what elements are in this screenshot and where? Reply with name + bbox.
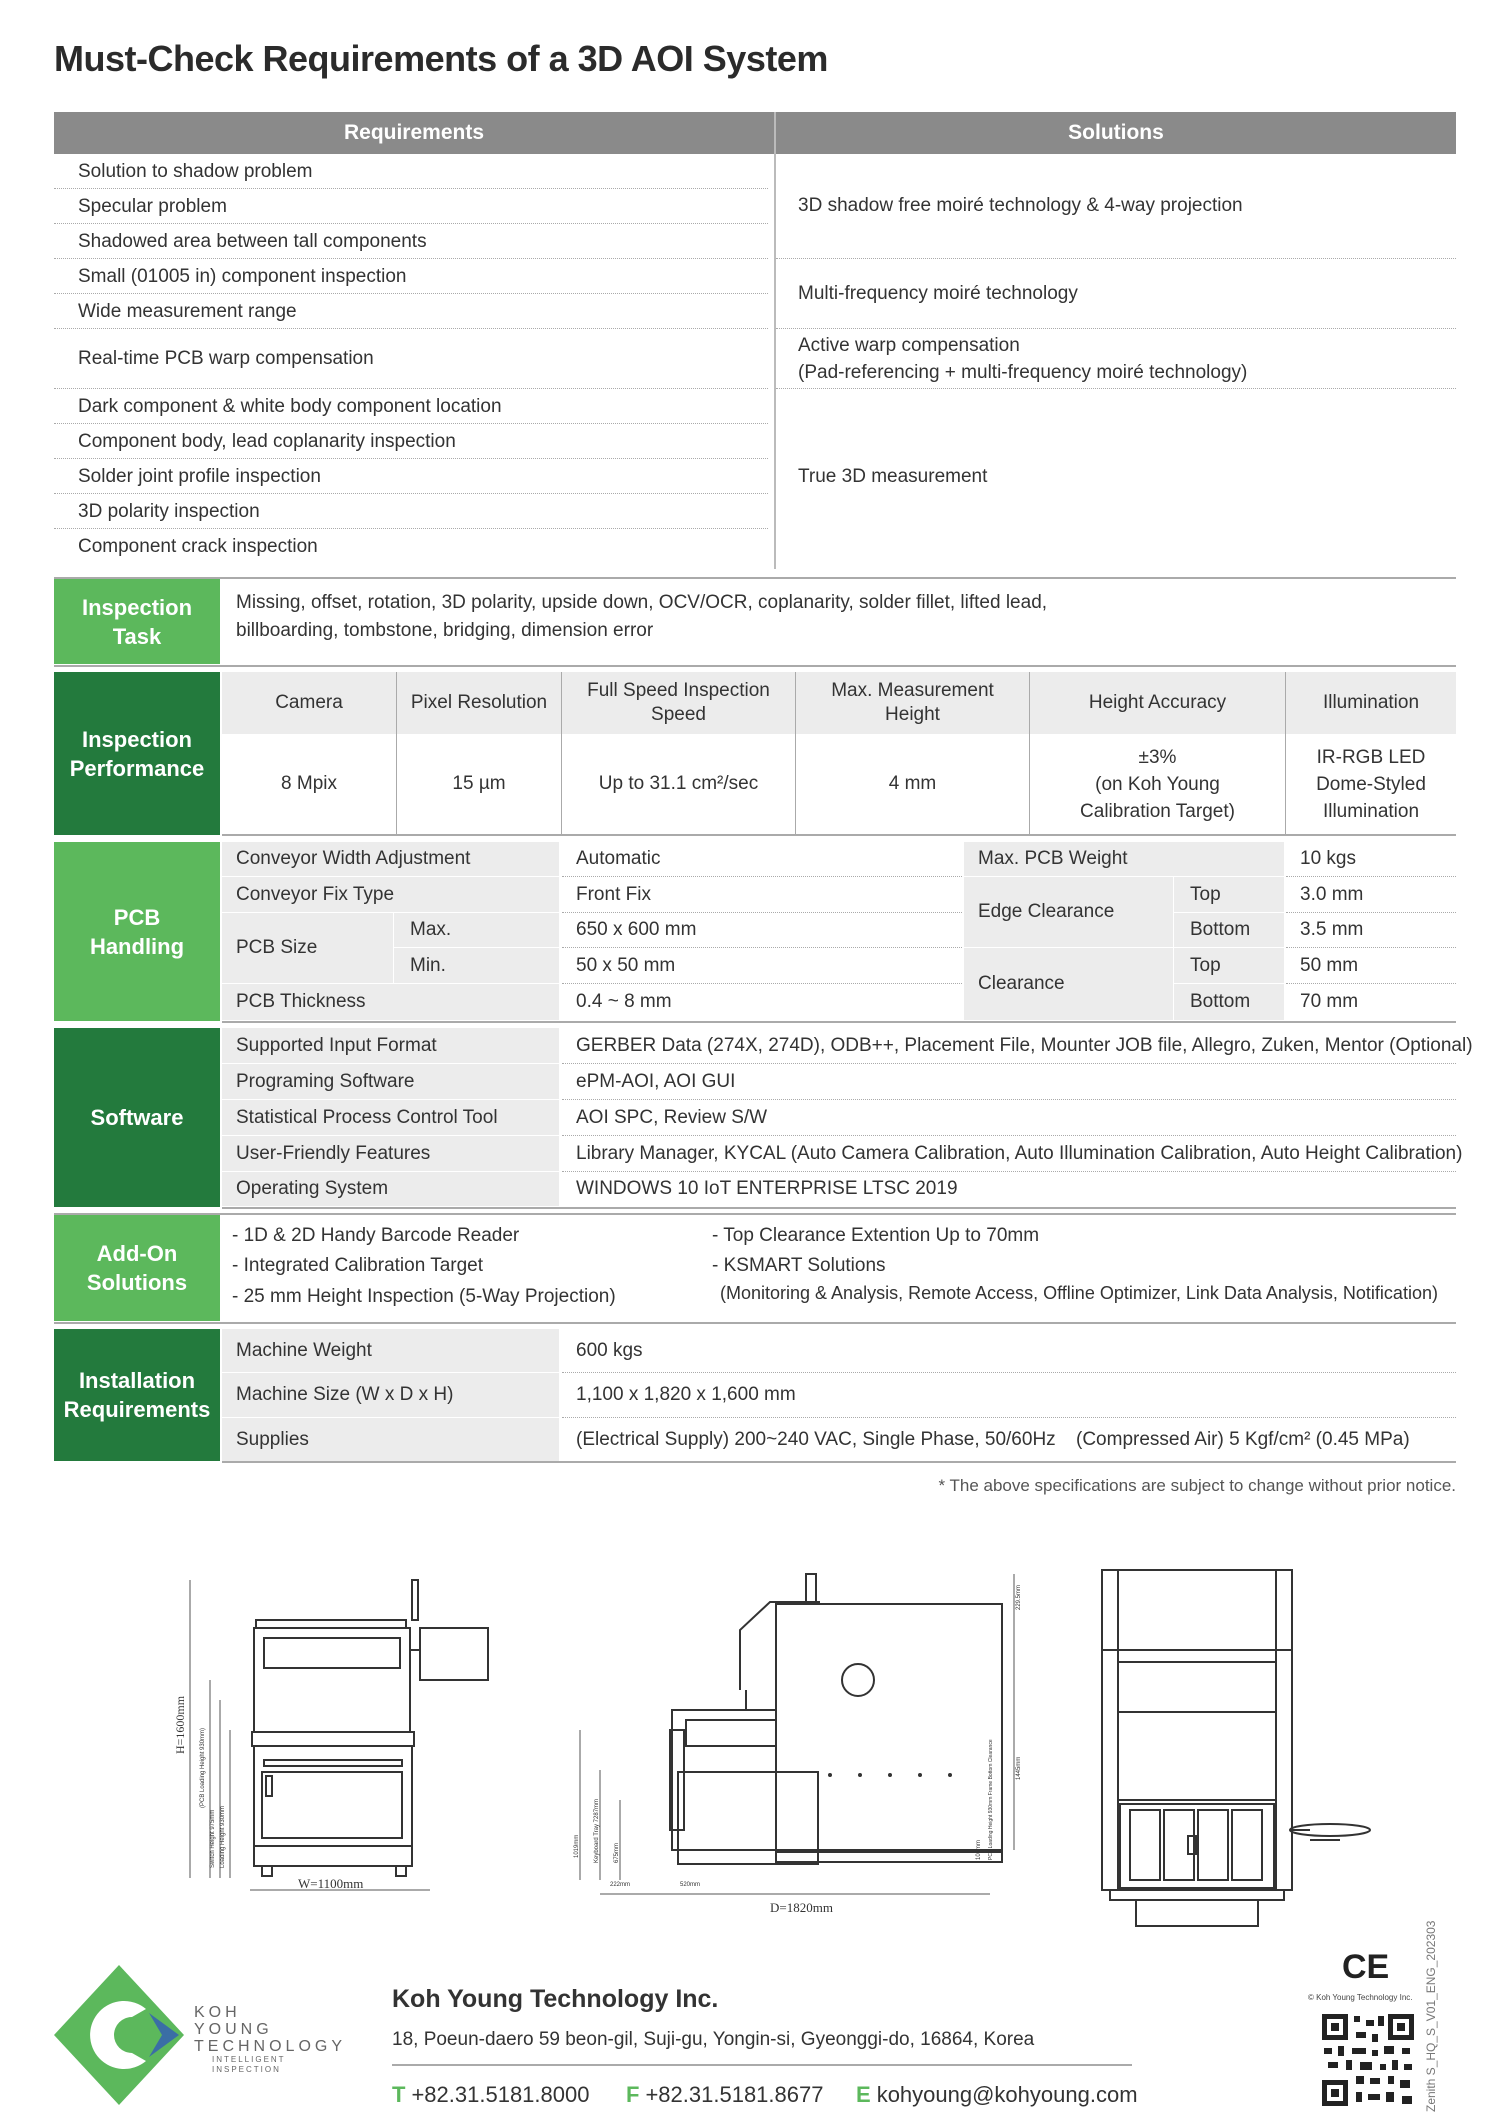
pcb-key: Conveyor Width Adjustment xyxy=(222,842,559,876)
section-label: Inspection Performance xyxy=(69,726,205,781)
solution-text: Multi-frequency moiré technology xyxy=(798,282,1078,304)
inspection-task-label xyxy=(54,579,220,664)
software-key: Programing Software xyxy=(222,1064,559,1099)
accuracy-line: (on Koh Young xyxy=(1095,773,1220,795)
req-row: Specular problem xyxy=(54,189,768,224)
pcb-subkey: Top xyxy=(1174,877,1284,912)
keyboard-label: Keyboard Tray 7287mm xyxy=(594,1798,600,1863)
perf-header: Max. Measurement Height xyxy=(796,672,1029,734)
section-label: PCB Handling xyxy=(89,904,185,959)
req-row: Dark component & white body component location xyxy=(54,389,768,424)
logo-word: KOH xyxy=(194,2004,241,2021)
email-value[interactable]: kohyoung@kohyoung.com xyxy=(876,2082,1138,2107)
req-row: 3D polarity inspection xyxy=(54,494,768,529)
dim-1019: 1019mm xyxy=(574,1834,580,1858)
perf-value: 4 mm xyxy=(888,773,937,794)
software-key: Statistical Process Control Tool xyxy=(222,1100,559,1135)
pcb-value: 3.5 mm xyxy=(1300,919,1364,940)
addon-item: - Top Clearance Extention Up to 70mm xyxy=(712,1225,1040,1246)
software-key: Supported Input Format xyxy=(222,1028,559,1063)
perf-value-accuracy xyxy=(1030,736,1285,832)
pcb-key: PCB Thickness xyxy=(222,984,559,1020)
qr-code[interactable] xyxy=(1322,2014,1414,2106)
pcb-subkey: Bottom xyxy=(1174,984,1284,1020)
install-value: 1,100 x 1,820 x 1,600 mm xyxy=(576,1384,796,1405)
height-dimension: H=1600mm xyxy=(173,1695,187,1754)
phone-key: T xyxy=(392,2082,406,2107)
accuracy-line: Calibration Target) xyxy=(1080,800,1235,822)
dim-520: 520mm xyxy=(680,1882,701,1888)
addon-item: - 25 mm Height Inspection (5-Way Projection) xyxy=(232,1286,616,1307)
side-view-drawing xyxy=(560,1560,1030,1920)
software-value: AOI SPC, Review S/W xyxy=(576,1106,768,1128)
req-row: Component body, lead coplanarity inspection xyxy=(54,424,768,459)
inspection-task-text: billboarding, tombstone, bridging, dimension error xyxy=(236,620,654,641)
perf-value: Up to 31.1 cm²/sec xyxy=(598,773,759,794)
install-value: (Electrical Supply) 200~240 VAC, Single Phase, 50/60Hz xyxy=(576,1428,1056,1450)
perf-value: 15 µm xyxy=(452,773,506,794)
install-key: Supplies xyxy=(222,1418,559,1461)
pcb-frame-label: PCB Loading Height 930mm Frame Bottom Clearance xyxy=(988,1739,994,1860)
pcb-key: Max. PCB Weight xyxy=(964,842,1284,876)
req-row: Wide measurement range xyxy=(54,294,768,329)
pcb-value: 10 kgs xyxy=(1300,848,1356,869)
section-label: Inspection Task xyxy=(82,594,193,649)
solution-text: 3D shadow free moiré technology & 4-way projection xyxy=(798,195,1243,216)
logo-word: TECHNOLOGY xyxy=(194,2038,347,2055)
install-key: Machine Weight xyxy=(222,1329,559,1372)
phone-value: +82.31.5181.8000 xyxy=(411,2082,590,2107)
perf-header: Illumination xyxy=(1286,672,1456,734)
pcb-loading-label: (PCB Loading Height 930mm) xyxy=(200,1727,206,1808)
depth-dimension: D=1820mm xyxy=(770,1900,833,1915)
dim-105: 105mm xyxy=(976,1839,982,1860)
installation-label xyxy=(54,1329,220,1461)
requirements-header: Requirements xyxy=(54,112,774,154)
illumination-line: Dome-Styled xyxy=(1316,773,1426,795)
copyright: © Koh Young Technology Inc. xyxy=(1308,1993,1413,2002)
perf-header: Camera xyxy=(222,672,396,734)
software-key: Operating System xyxy=(222,1172,559,1206)
pcb-value: 650 x 600 mm xyxy=(576,919,697,940)
dim-222: 222mm xyxy=(610,1882,631,1888)
contact-phone xyxy=(392,2082,589,2108)
ce-mark: CE xyxy=(1342,1948,1390,1986)
illumination-line: Illumination xyxy=(1322,800,1420,822)
req-row: Solution to shadow problem xyxy=(54,154,768,189)
addon-item: - Integrated Calibration Target xyxy=(232,1255,484,1276)
addon-item: - 1D & 2D Handy Barcode Reader xyxy=(232,1225,520,1246)
perf-header: Height Accuracy xyxy=(1030,672,1285,734)
performance-label xyxy=(54,672,220,835)
solution-cell xyxy=(776,389,1456,564)
company-address: 18, Poeun-daero 59 beon-gil, Suji-gu, Yongin-si, Gyeonggi-do, 16864, Korea xyxy=(392,2029,1035,2050)
section-label: Installation Requirements xyxy=(63,1368,211,1422)
software-value: WINDOWS 10 IoT ENTERPRISE LTSC 2019 xyxy=(576,1178,958,1199)
logo-word: YOUNG xyxy=(194,2021,273,2038)
pcb-value: Automatic xyxy=(576,848,661,869)
solution-text: (Pad-referencing + multi-frequency moiré technology) xyxy=(798,361,1248,383)
loading-height-label: Loading Height 930mm xyxy=(220,1805,226,1868)
perf-value: 8 Mpix xyxy=(281,773,337,794)
page-title: Must-Check Requirements of a 3D AOI System xyxy=(54,38,828,79)
software-label xyxy=(54,1028,220,1207)
accuracy-line: ±3% xyxy=(1138,746,1177,768)
perf-header: Pixel Resolution xyxy=(397,672,561,734)
company-name: Koh Young Technology Inc. xyxy=(392,1985,719,2013)
contact-email[interactable] xyxy=(856,2082,1138,2108)
pcb-value: 70 mm xyxy=(1300,991,1359,1012)
solution-cell xyxy=(776,154,1456,259)
logo-tag: INTELLIGENT xyxy=(212,2055,286,2064)
document-code: Zenith S_HQ_S_V01_ENG_202303 xyxy=(1424,1920,1438,2112)
install-value: (Compressed Air) 5 Kgf/cm² (0.45 MPa) xyxy=(1076,1428,1410,1450)
solutions-header: Solutions xyxy=(776,112,1456,154)
req-row: Small (01005 in) component inspection xyxy=(54,259,768,294)
section-rule xyxy=(54,577,1456,579)
pcb-value: Front Fix xyxy=(576,883,651,905)
rear-view-drawing xyxy=(1080,1560,1380,1930)
dim-1445: 1445mm xyxy=(1016,1756,1022,1780)
pcb-value: 50 mm xyxy=(1300,954,1359,976)
pcb-subkey: Bottom xyxy=(1174,913,1284,947)
solution-text: True 3D measurement xyxy=(798,465,988,487)
software-value: ePM-AOI, AOI GUI xyxy=(576,1070,736,1092)
front-view-drawing xyxy=(170,1560,530,1900)
switch-height-label: Switch Height 975mm xyxy=(210,1809,216,1868)
req-row: Solder joint profile inspection xyxy=(54,459,768,494)
software-value: GERBER Data (274X, 274D), ODB++, Placement File, Mounter JOB file, Allegro, Zuken, Mentor (Optional) xyxy=(576,1034,1473,1056)
solution-text: Active warp compensation xyxy=(798,334,1020,356)
logo-tag: INSPECTION xyxy=(212,2065,281,2074)
perf-value-illumination xyxy=(1286,736,1456,832)
addon-item: (Monitoring & Analysis, Remote Access, Offline Optimizer, Link Data Analysis, Notification) xyxy=(720,1282,1438,1303)
software-key: User-Friendly Features xyxy=(222,1136,559,1171)
addon-label xyxy=(54,1215,220,1321)
logo-text xyxy=(194,2004,346,2075)
pcb-value: 0.4 ~ 8 mm xyxy=(576,991,672,1012)
pcb-key: PCB Size xyxy=(222,913,393,983)
dim-675: 675mm xyxy=(614,1842,620,1863)
addon-item: - KSMART Solutions xyxy=(712,1255,886,1276)
section-rule xyxy=(54,665,1456,667)
company-logo xyxy=(54,1965,184,2105)
req-row: Real-time PCB warp compensation xyxy=(54,329,768,389)
width-dimension: W=1100mm xyxy=(298,1876,364,1891)
section-label: Software xyxy=(90,1105,184,1130)
contact-fax xyxy=(626,2082,823,2108)
pcb-subkey: Top xyxy=(1174,948,1284,983)
pcb-key: Conveyor Fix Type xyxy=(222,877,559,912)
inspection-task-text: Missing, offset, rotation, 3D polarity, upside down, OCV/OCR, coplanarity, solder fillet, lifted lead, xyxy=(236,592,1048,613)
email-key: E xyxy=(856,2082,871,2107)
req-row: Shadowed area between tall components xyxy=(54,224,768,259)
perf-header: Full Speed Inspection Speed xyxy=(562,672,795,734)
solution-cell xyxy=(776,259,1456,329)
fax-value: +82.31.5181.8677 xyxy=(645,2082,824,2107)
pcb-value: 3.0 mm xyxy=(1300,883,1364,905)
install-value: 600 kgs xyxy=(576,1339,643,1361)
footer-divider xyxy=(392,2064,1132,2066)
req-row: Component crack inspection xyxy=(78,536,318,557)
pcb-key: Clearance xyxy=(964,948,1173,1020)
pcb-handling-label xyxy=(54,842,220,1021)
software-value: Library Manager, KYCAL (Auto Camera Calibration, Auto Illumination Calibration, Auto Height Calibration) xyxy=(576,1142,1463,1164)
footnote: * The above specifications are subject to change without prior notice. xyxy=(938,1476,1456,1495)
install-key: Machine Size (W x D x H) xyxy=(222,1373,559,1417)
section-label: Add-On Solutions xyxy=(86,1241,188,1295)
pcb-subkey: Min. xyxy=(394,948,559,983)
pcb-value: 50 x 50 mm xyxy=(576,954,676,976)
fax-key: F xyxy=(626,2082,640,2107)
pcb-subkey: Max. xyxy=(394,913,559,947)
illumination-line: IR-RGB LED xyxy=(1316,746,1426,768)
solution-cell xyxy=(776,329,1456,389)
pcb-key: Edge Clearance xyxy=(964,877,1173,947)
dim-229: 229.5mm xyxy=(1016,1584,1022,1610)
